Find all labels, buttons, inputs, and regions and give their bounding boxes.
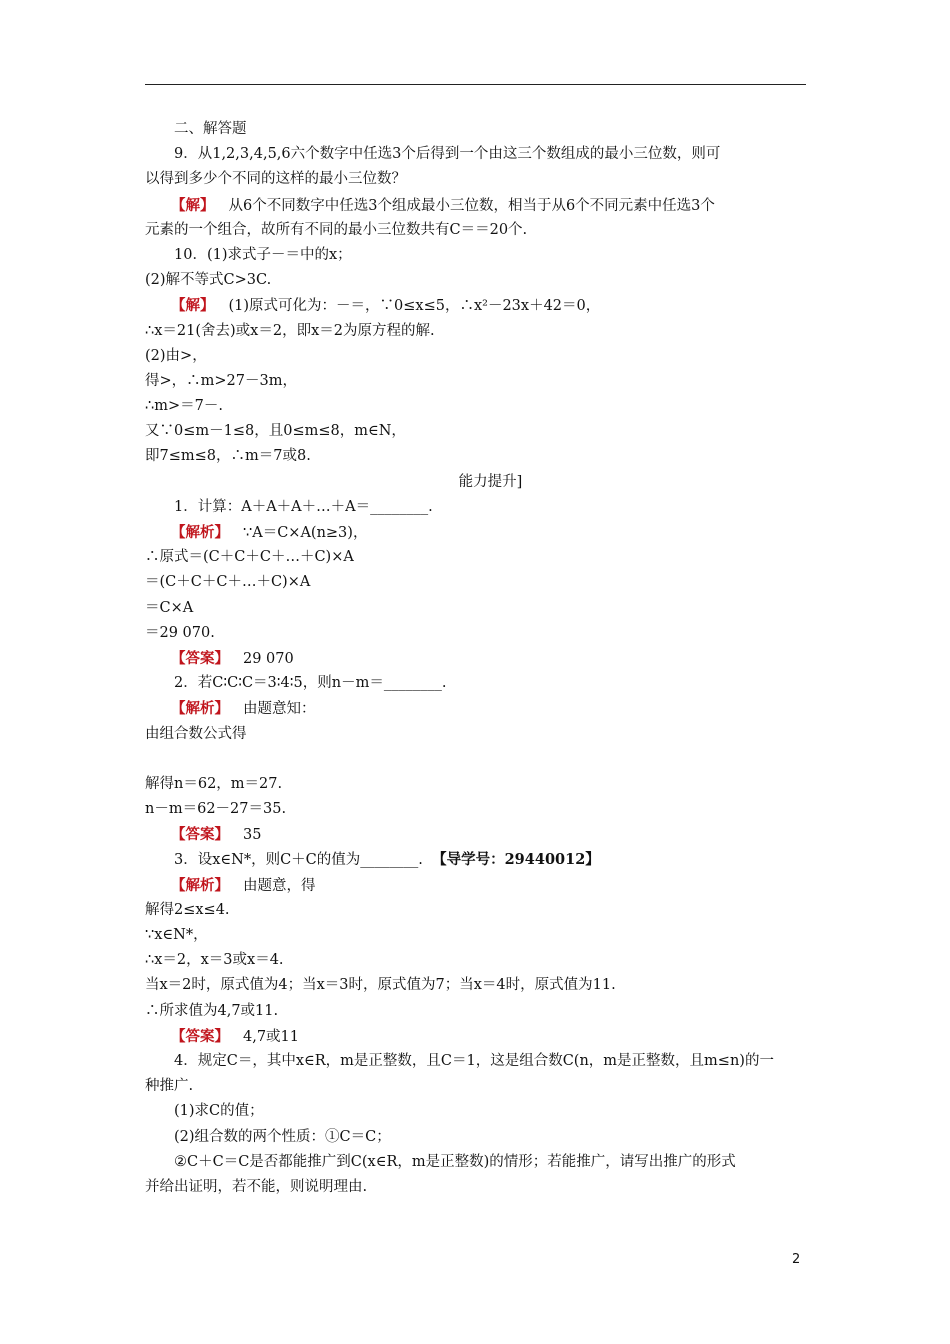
q9-line-2: 以得到多少个不同的这样的最小三位数？ (145, 171, 406, 188)
q10-answer-line-7: 即7≤m≤8，∴m＝7或8. (145, 448, 311, 465)
q10-answer-line-6: 又∵0≤m－1≤8，且0≤m≤8，m∈N， (145, 423, 406, 440)
q10-line-2: (2)解不等式C>3C. (145, 272, 272, 289)
p3-analysis-line-5: 当x＝2时，原式值为4；当x＝3时，原式值为7；当x＝4时，原式值为11. (145, 977, 616, 994)
p2-analysis-line-4: n－m＝62－27＝35. (145, 801, 287, 818)
p1-analysis-line-5: ＝29 070. (145, 624, 215, 641)
p4-line-2: 种推广. (145, 1078, 194, 1095)
q10-answer-text-1: (1)原式可化为：－＝，∵0≤x≤5，∴x²－23x＋42＝0， (228, 298, 601, 315)
q9-answer-text-1: 从6个不同数字中任选3个组成最小三位数，相当于从6个不同元素中任选3个 (228, 197, 715, 214)
analysis-tag: 【解析】 (171, 876, 229, 894)
page-number: 2 (792, 1252, 801, 1267)
p1-analysis-line-1 (145, 520, 806, 545)
p3-answer-value: 4,7或11 (243, 1028, 300, 1045)
p3-question: 3．设x∈N*，则C＋C的值为________. (174, 852, 423, 869)
p3-analysis-text-1: 由题意，得 (243, 877, 316, 894)
p3-analysis-line-3: ∵x∈N*， (145, 927, 208, 943)
q10-answer-line-5: ∴m>＝7－. (145, 398, 223, 415)
p2-analysis-line-1 (145, 696, 806, 721)
q9-answer-line-2: 元素的一个组合，故所有不同的最小三位数共有C＝＝20个. (145, 221, 528, 238)
p3-analysis-line-2: 解得2≤x≤4. (145, 901, 230, 918)
q10-answer-line-1 (145, 293, 806, 318)
document-body (145, 117, 806, 1200)
solution-tag: 【解】 (171, 297, 215, 315)
p2-analysis-line-2: 由组合数公式得 (145, 725, 247, 742)
ability-section-title: 能力提升] (458, 473, 523, 490)
p3-analysis-line-6: ∴所求值为4,7或11. (145, 1002, 279, 1019)
p2-analysis-line-3: 解得n＝62，m＝27. (145, 775, 283, 792)
p3-question-line (145, 847, 806, 872)
p4-line-1: 4．规定C＝，其中x∈R，m是正整数，且C＝1，这是组合数C(n，m是正整数，且m≤n)的一 (174, 1052, 774, 1069)
p2-analysis-text-1: 由题意知： (243, 701, 316, 718)
guide-number: 【导学号：29440012】 (432, 851, 600, 869)
answer-tag: 【答案】 (171, 649, 229, 667)
solution-tag: 【解】 (171, 196, 215, 214)
p4-line-4: (2)组合数的两个性质：①C＝C； (174, 1128, 391, 1145)
p1-answer-value: 29 070 (243, 650, 294, 667)
p2-answer-line (145, 822, 806, 847)
analysis-tag: 【解析】 (171, 524, 229, 541)
p1-question: 1．计算：A＋A＋A＋…＋A＝________. (174, 498, 433, 515)
answer-tag: 【答案】 (171, 1027, 229, 1045)
p3-analysis-line-4: ∴x＝2，x＝3或x＝4. (145, 952, 284, 969)
answer-tag: 【答案】 (171, 826, 229, 844)
q10-answer-line-2: ∴x＝21(舍去)或x＝2，即x＝2为原方程的解. (145, 322, 435, 339)
q9-answer-line-1 (145, 193, 806, 218)
p3-analysis-line-1 (145, 873, 806, 898)
p2-answer-value: 35 (243, 827, 262, 844)
p1-analysis-line-4: ＝C×A (145, 599, 194, 616)
q10-answer-line-4: 得>，∴m>27－3m， (145, 372, 297, 389)
p3-answer-line (145, 1024, 806, 1049)
p1-answer-line (145, 646, 806, 671)
p1-analysis-line-2: ∴原式＝(C＋C＋C＋…＋C)×A (145, 549, 354, 566)
p4-line-6: 并给出证明，若不能，则说明理由. (145, 1178, 368, 1195)
q10-line-1: 10．(1)求式子－＝中的x； (174, 246, 352, 263)
p2-question: 2．若C∶C∶C＝3∶4∶5，则n－m＝________. (174, 675, 447, 692)
formula-gap (145, 747, 806, 772)
p4-line-5: ②C＋C＝C是否都能推广到C(x∈R，m是正整数)的情形；若能推广，请写出推广的形式 (174, 1153, 736, 1170)
analysis-tag: 【解析】 (171, 700, 229, 718)
q9-line-1: 9．从1,2,3,4,5,6六个数字中任选3个后得到一个由这三个数组成的最小三位数，则可 (174, 146, 721, 163)
q10-answer-line-3: (2)由>， (145, 347, 207, 364)
section-title: 二、解答题 (174, 121, 247, 137)
header-rule (145, 84, 806, 85)
p1-analysis-line-3: ＝(C＋C＋C＋…＋C)×A (145, 574, 311, 591)
p4-line-3: (1)求C的值； (174, 1103, 264, 1120)
p1-analysis-text-1: ∵A＝C×A(n≥3)， (243, 525, 368, 541)
